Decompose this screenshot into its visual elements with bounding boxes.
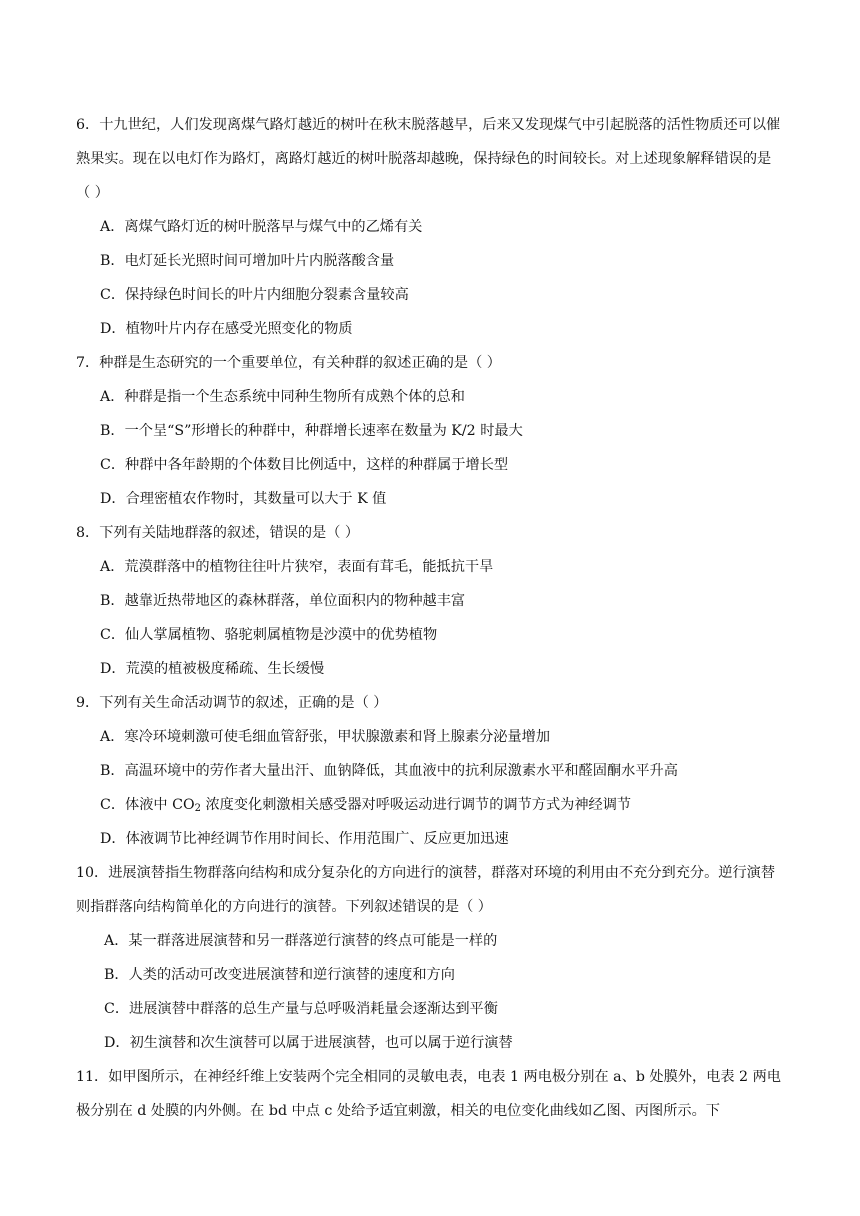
question-6 (76, 108, 784, 346)
option-d: D．体液调节比神经调节作用时间长、作用范围广、反应更加迅速 (100, 831, 509, 847)
question-stem: 6．十九世纪，人们发现离煤气路灯越近的树叶在秋末脱落越早，后来又发现煤气中引起脱落的活性物质还可以催熟果实。现在以电灯作为路灯，离路灯越近的树叶脱落却越晚，保持绿色的时间较长。对上述现象解释错误的是（ ） (76, 117, 781, 201)
option-d: D．植物叶片内存在感受光照变化的物质 (100, 321, 353, 337)
option-c (76, 788, 784, 822)
question-7 (76, 346, 784, 516)
option-b: B．高温环境中的劳作者大量出汗、血钠降低，其血液中的抗利尿激素水平和醛固酮水平升高 (100, 763, 678, 779)
question-10 (76, 856, 784, 1060)
question-list (76, 108, 784, 1128)
option-b: B．人类的活动可改变进展演替和逆行演替的速度和方向 (104, 967, 455, 983)
option-d: D．荒漠的植被极度稀疏、生长缓慢 (100, 661, 325, 677)
option-a: A．种群是指一个生态系统中同种生物所有成熟个体的总和 (100, 389, 465, 405)
option-a: A．荒漠群落中的植物往往叶片狭窄，表面有茸毛，能抵抗干旱 (100, 559, 494, 575)
question-8 (76, 516, 784, 686)
option-c: C．仙人掌属植物、骆驼刺属植物是沙漠中的优势植物 (100, 627, 438, 643)
option-c: C．进展演替中群落的总生产量与总呼吸消耗量会逐渐达到平衡 (104, 1001, 498, 1017)
option-c: C．保持绿色时间长的叶片内细胞分裂素含量较高 (100, 287, 409, 303)
question-9 (76, 686, 784, 856)
question-stem: 9．下列有关生命活动调节的叙述，正确的是（ ） (76, 695, 388, 711)
option-b: B．越靠近热带地区的森林群落，单位面积内的物种越丰富 (100, 593, 466, 609)
option-d: D．合理密植农作物时，其数量可以大于 K 值 (100, 491, 387, 507)
option-b: B．电灯延长光照时间可增加叶片内脱落酸含量 (100, 253, 395, 269)
option-c-after: 浓度变化刺激相关感受器对呼吸运动进行调节的调节方式为神经调节 (200, 797, 632, 813)
option-a: A．离煤气路灯近的树叶脱落早与煤气中的乙烯有关 (100, 219, 423, 235)
option-a: A．某一群落进展演替和另一群落逆行演替的终点可能是一样的 (104, 933, 498, 949)
question-stem: 8．下列有关陆地群落的叙述，错误的是（ ） (76, 525, 360, 541)
option-c: C．种群中各年龄期的个体数目比例适中，这样的种群属于增长型 (100, 457, 509, 473)
option-a: A．寒冷环境刺激可使毛细血管舒张，甲状腺激素和肾上腺素分泌量增加 (100, 729, 551, 745)
option-d: D．初生演替和次生演替可以属于进展演替，也可以属于逆行演替 (104, 1035, 513, 1051)
question-11 (76, 1060, 784, 1128)
option-b: B．一个呈“S”形增长的种群中，种群增长速率在数量为 K/2 时最大 (100, 423, 523, 439)
question-stem: 11．如甲图所示，在神经纤维上安装两个完全相同的灵敏电表，电表 1 两电极分别在 a、b 处膜外，电表 2 两电极分别在 d 处膜的内外侧。在 bd 中点 c 处给予适宜刺激，相关的电位变化曲线如乙图、丙图所示。下 (76, 1069, 781, 1119)
option-c-before: C．体液中 CO (100, 797, 195, 813)
question-stem: 7．种群是生态研究的一个重要单位，有关种群的叙述正确的是（ ） (76, 355, 501, 371)
question-stem: 10．进展演替指生物群落向结构和成分复杂化的方向进行的演替，群落对环境的利用由不充分到充分。逆行演替则指群落向结构简单化的方向进行的演替。下列叙述错误的是（ ） (76, 865, 776, 915)
option-c-subscript: 2 (194, 803, 201, 814)
